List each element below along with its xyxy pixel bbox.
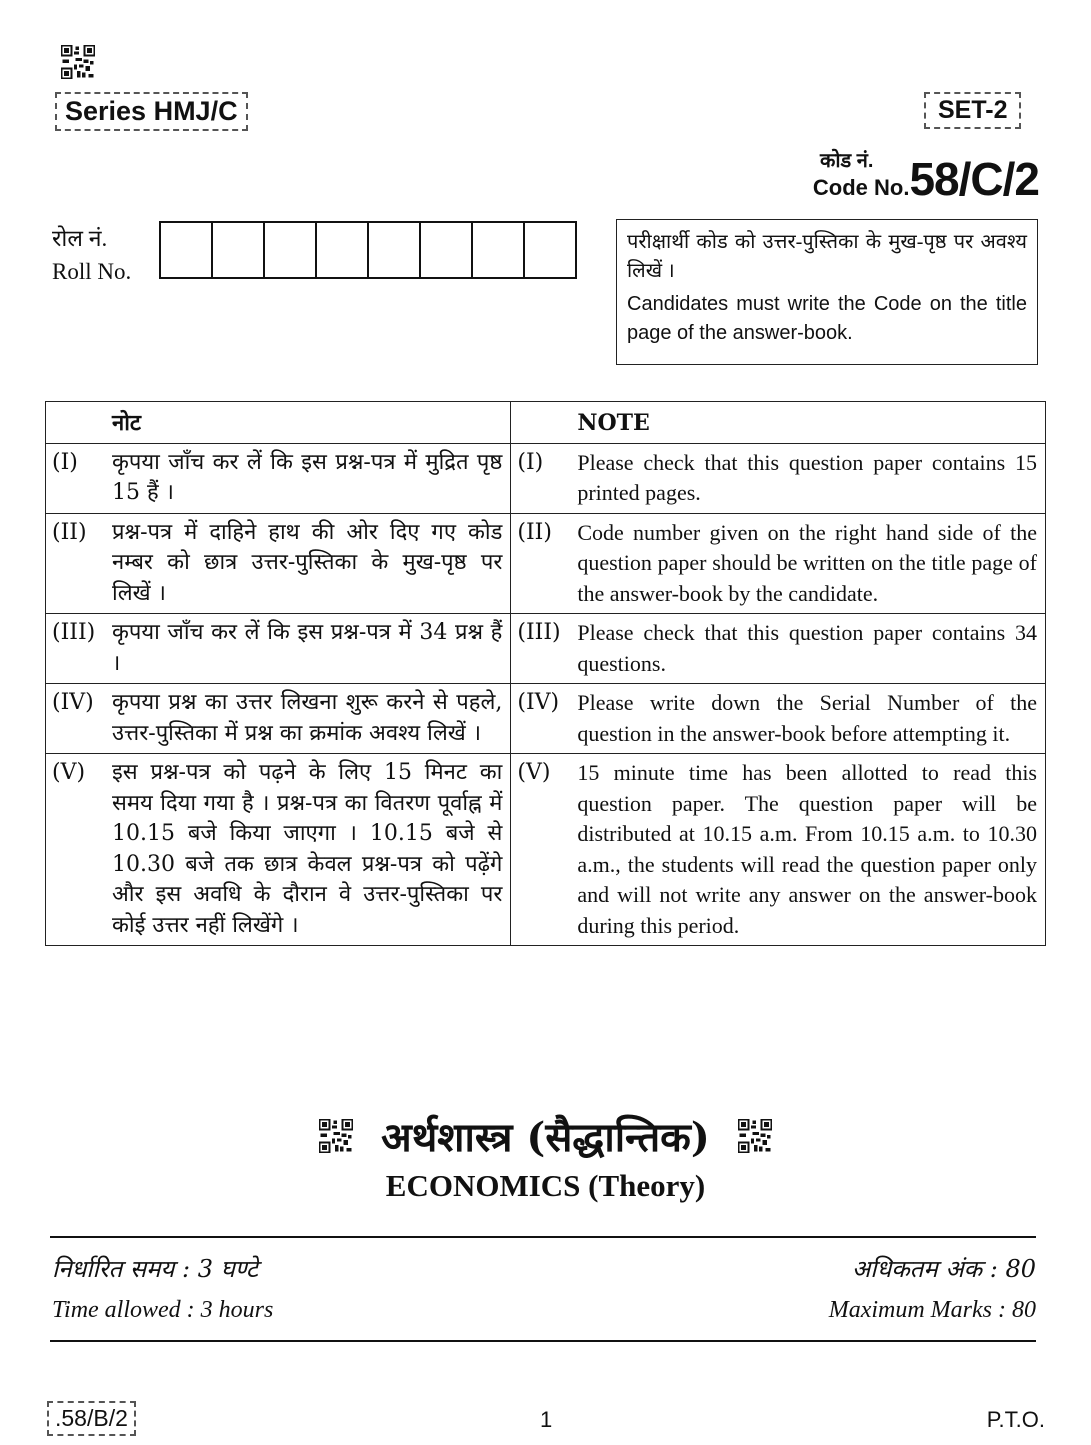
candidate-instruction-english: Candidates must write the Code on the title page of the answer-book. xyxy=(627,293,1027,344)
max-marks-hindi: अधिकतम अंक : 80 xyxy=(851,1255,1036,1283)
note-number-english: (V) xyxy=(511,754,572,946)
note-table xyxy=(45,401,1046,946)
subject-title-english: ECONOMICS (Theory) xyxy=(385,1168,706,1203)
roll-label-hindi: रोल नं. xyxy=(52,226,108,251)
note-number-hindi: (V) xyxy=(46,754,107,946)
note-header-english: NOTE xyxy=(571,402,1045,444)
note-table-header xyxy=(46,402,1046,444)
roll-number-box[interactable] xyxy=(161,223,213,277)
series-label: Series HMJ/C xyxy=(55,92,248,131)
set-label: SET-2 xyxy=(924,92,1021,129)
note-number-hindi: (IV) xyxy=(46,684,107,754)
note-text-hindi: कृपया प्रश्न का उत्तर लिखना शुरू करने से पहले, उत्तर-पुस्तिका में प्रश्न का क्रमांक अवश्य लिखें । xyxy=(106,684,511,754)
note-row xyxy=(46,443,1046,513)
candidate-instruction-hindi: परीक्षार्थी कोड को उत्तर-पुस्तिका के मुख-पृष्ठ पर अवश्य लिखें । xyxy=(627,231,1027,282)
roll-number-box[interactable] xyxy=(265,223,317,277)
please-turn-over: P.T.O. xyxy=(986,1407,1045,1432)
note-text-english: Please check that this question paper contains 34 questions. xyxy=(571,614,1045,684)
time-allowed-english: Time allowed : 3 hours xyxy=(52,1297,274,1323)
max-marks-english: Maximum Marks : 80 xyxy=(828,1297,1036,1323)
roll-number-box[interactable] xyxy=(369,223,421,277)
note-number-english: (II) xyxy=(511,513,572,614)
note-text-hindi: प्रश्न-पत्र में दाहिने हाथ की ओर दिए गए कोड नम्बर को छात्र उत्तर-पुस्तिका के मुख-पृष्ठ पर लिखें । xyxy=(106,513,511,614)
note-text-english: Please check that this question paper contains 15 printed pages. xyxy=(571,443,1045,513)
code-label-english: Code No. xyxy=(812,175,910,200)
note-header-hindi: नोट xyxy=(106,402,511,444)
note-number-english: (III) xyxy=(511,614,572,684)
note-row xyxy=(46,754,1046,946)
roll-number-box[interactable] xyxy=(421,223,473,277)
note-number-hindi: (I) xyxy=(46,443,107,513)
roll-number-box[interactable] xyxy=(525,223,575,277)
footer-paper-code: .58/B/2 xyxy=(47,1401,136,1436)
note-text-english: Code number given on the right hand side of the question paper should be written on the title page of the answer-book by the candidate. xyxy=(571,513,1045,614)
code-number xyxy=(813,152,1039,206)
note-text-hindi: कृपया जाँच कर लें कि इस प्रश्न-पत्र में 34 प्रश्न हैं । xyxy=(106,614,511,684)
code-label-hindi: कोड नं. xyxy=(820,150,874,172)
roll-label-english: Roll No. xyxy=(52,259,132,284)
note-number-hindi: (III) xyxy=(46,614,107,684)
note-text-hindi: इस प्रश्न-पत्र को पढ़ने के लिए 15 मिनट का समय दिया गया है । प्रश्न-पत्र का वितरण पूर्वाह्न में 10.15 बजे किया जाएगा । 10.15 बजे से 10.30 बजे तक छात्र केवल प्रश्न-पत्र को पढ़ेंगे और इस अवधि के दौरान वे उत्तर-पुस्तिका पर कोई उत्तर नहीं लिखेंगे । xyxy=(106,754,511,946)
note-row xyxy=(46,684,1046,754)
subject-title-hindi: अर्थशास्त्र (सैद्धान्तिक) xyxy=(381,1114,710,1161)
roll-number-box[interactable] xyxy=(317,223,369,277)
divider xyxy=(50,1236,1036,1238)
note-text-english: Please write down the Serial Number of the question in the answer-book before attempting it. xyxy=(571,684,1045,754)
note-number-hindi: (II) xyxy=(46,513,107,614)
roll-number-box[interactable] xyxy=(213,223,265,277)
note-row xyxy=(46,513,1046,614)
code-value: 58/C/2 xyxy=(909,153,1039,205)
subject-title-hindi-row xyxy=(0,1108,1091,1163)
note-row xyxy=(46,614,1046,684)
qr-code-icon xyxy=(61,45,95,79)
time-allowed-hindi: निर्धारित समय : 3 घण्टे xyxy=(52,1255,259,1283)
note-number-english: (IV) xyxy=(511,684,572,754)
roll-number-boxes[interactable] xyxy=(159,221,577,279)
divider xyxy=(50,1340,1036,1342)
note-text-english: 15 minute time has been allotted to read this question paper. The question paper will be distributed at 10.15 a.m. From 10.15 a.m. to 10.30 a.m., the students will read the question paper only and will not write any answer on the answer-book during this period. xyxy=(571,754,1045,946)
qr-code-icon xyxy=(319,1119,353,1153)
note-number-english: (I) xyxy=(511,443,572,513)
candidate-instruction-box xyxy=(616,219,1038,365)
page-number: 1 xyxy=(540,1407,553,1432)
qr-code-icon xyxy=(738,1119,772,1153)
note-text-hindi: कृपया जाँच कर लें कि इस प्रश्न-पत्र में मुद्रित पृष्ठ 15 हैं । xyxy=(106,443,511,513)
roll-number-label xyxy=(52,222,131,288)
roll-number-box[interactable] xyxy=(473,223,525,277)
